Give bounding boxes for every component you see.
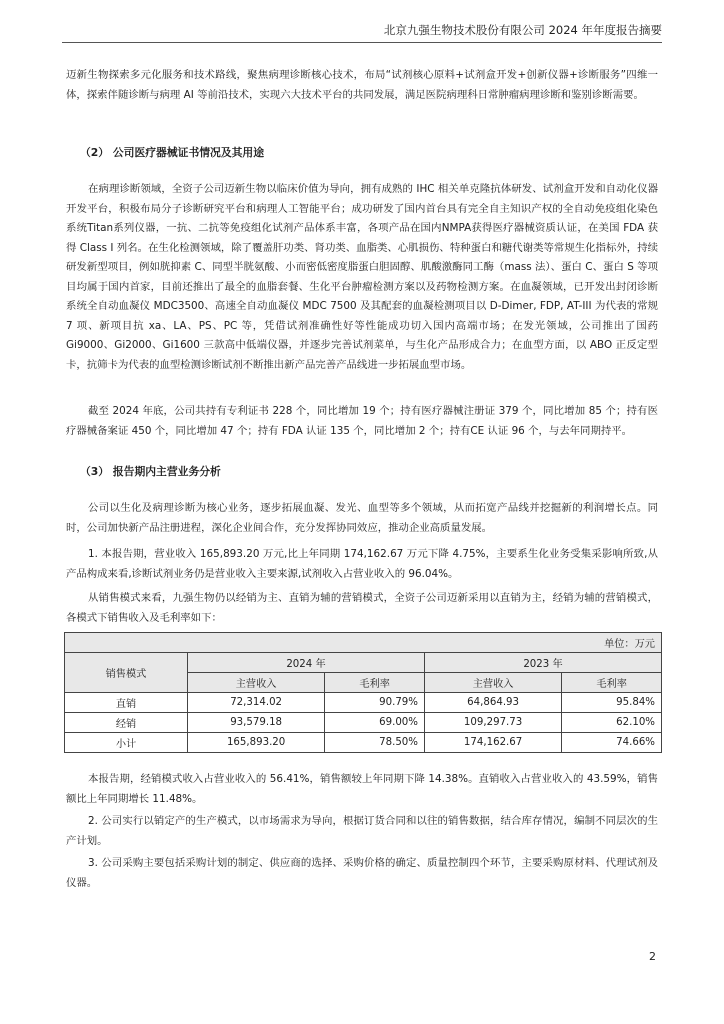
row-mode: 直销 [65, 693, 188, 713]
revenue-2023-header: 主营收入 [424, 673, 561, 693]
row-mode: 经销 [65, 713, 188, 733]
sales-mode-table [64, 632, 662, 753]
section-2-paragraph-2: 截至 2024 年底，公司共持有专利证书 228 个，同比增加 19 个；持有医疗器械注册证 379 个，同比增加 85 个；持有医疗器械备案证 450 个，同比增加 47 个；持有 FDA 认证 135 个，同比增加 2 个；持有CE 认证 96 个，与去年同期持平。 [66, 405, 658, 437]
year-2023-header: 2023 年 [424, 653, 661, 673]
year-2024-header: 2024 年 [188, 653, 425, 673]
table-row [65, 693, 662, 713]
after-table-paragraph-3: 3. 公司采购主要包括采购计划的制定、供应商的选择、采购价格的确定、质量控制四个环节，主要采购原材料、代理试剂及仪器。 [66, 857, 658, 889]
table-unit-row [65, 633, 662, 653]
table-row [65, 733, 662, 753]
section-3-paragraph-2: 1. 本报告期，营业收入 165,893.20 万元,比上年同期 174,162.67 万元下降 4.75%，主要系生化业务受集采影响所致,从产品构成来看,诊断试剂业务仍是营业收入主要来源,试剂收入占营业收入的 96.04%。 [66, 548, 658, 580]
row-revenue-2024: 93,579.18 [188, 713, 325, 733]
intro-paragraph: 迈新生物探索多元化服务和技术路线，聚焦病理诊断核心技术，布局“试剂核心原料+试剂盒开发+创新仪器+诊断服务”四维一体，探索伴随诊断与病理 AI 等前沿技术，实现六大技术平台的共同发展，满足医院病理科日常肿瘤病理诊断和鉴别诊断需要。 [66, 69, 658, 101]
row-revenue-2023: 64,864.93 [424, 693, 561, 713]
margin-2024-header: 毛利率 [325, 673, 425, 693]
row-revenue-2023: 109,297.73 [424, 713, 561, 733]
row-revenue-2024: 72,314.02 [188, 693, 325, 713]
sales-mode-header: 销售模式 [65, 653, 188, 693]
page-header: 北京九强生物技术股份有限公司 2024 年年度报告摘要 [62, 22, 662, 43]
section-3-paragraph-1: 公司以生化及病理诊断为核心业务，逐步拓展血凝、发光、血型等多个领域，从而拓宽产品线并挖掘新的利润增长点。同时，公司加快新产品注册进程，深化企业间合作，充分发挥协同效应，推动企业高质量发展。 [66, 502, 658, 534]
page-number: 2 [649, 950, 656, 963]
row-margin-2023: 62.10% [562, 713, 662, 733]
table-header-row [65, 653, 662, 673]
row-margin-2024: 78.50% [325, 733, 425, 753]
row-revenue-2024: 165,893.20 [188, 733, 325, 753]
row-mode: 小计 [65, 733, 188, 753]
row-margin-2024: 90.79% [325, 693, 425, 713]
row-margin-2023: 95.84% [562, 693, 662, 713]
section-3-heading: （3） 报告期内主营业务分析 [80, 465, 221, 478]
section-2-heading: （2） 公司医疗器械证书情况及其用途 [80, 146, 265, 159]
section-2-paragraph-1: 在病理诊断领域，全资子公司迈新生物以临床价值为导向，拥有成熟的 IHC 相关单克隆抗体研发、试剂盒开发和自动化仪器开发平台，积极布局分子诊断研究平台和病理人工智能平台；成功研发了国内首台具有完全自主知识产权的全自动免疫组化染色系统Titan系列仪器，一抗、二抗等免疫组化试剂产品体系丰富，各项产品在国内NMPA获得医疗器械资质认证，在美国 FDA 获得 Class I 列名。在生化检测领域，除了覆盖肝功类、肾功类、血脂类、心肌损伤、特种蛋白和糖代谢类等常规生化指标外，持续研发新型项目，例如胱抑素 C、同型半胱氨酸、小而密低密度脂蛋白胆固醇、肌酸激酶同工酶（mass 法）、蛋白 C、蛋白 S 等项目均属于国内首家，目前还推出了最全的血脂套餐、生化平台肿瘤检测方案以及药物检测方案。在血凝领域，已开发出封闭诊断系统全自动血凝仪 MDC3500、高速全自动血凝仪 MDC 7500 及其配套的血凝检测项目以 D-Dimer, FDP, AT-III 为代表的常规 7 项、新项目抗 xa、LA、PS、PC 等，凭借试剂准确性好等性能成功切入国内高端市场；在发光领域，公司推出了国药 Gi9000、Gi2000、Gi1600 三款高中低端仪器，并逐步完善试剂菜单，与生化产品形成合力；在血型方面，以 ABO 正反定型卡，抗筛卡为代表的血型检测诊断试剂不断推出新产品完善产品线进一步拓展血型市场。 [66, 183, 658, 371]
table-unit: 单位：万元 [65, 633, 662, 653]
after-table-paragraph-1: 本报告期，经销模式收入占营业收入的 56.41%，销售额较上年同期下降 14.38%。直销收入占营业收入的 43.59%，销售额比上年同期增长 11.48%。 [66, 773, 658, 805]
revenue-2024-header: 主营收入 [188, 673, 325, 693]
margin-2023-header: 毛利率 [562, 673, 662, 693]
row-margin-2024: 69.00% [325, 713, 425, 733]
row-margin-2023: 74.66% [562, 733, 662, 753]
after-table-paragraph-2: 2. 公司实行以销定产的生产模式，以市场需求为导向，根据订货合同和以往的销售数据，结合库存情况，编制不同层次的生产计划。 [66, 815, 658, 847]
row-revenue-2023: 174,162.67 [424, 733, 561, 753]
section-3-paragraph-3: 从销售模式来看，九强生物仍以经销为主、直销为辅的营销模式，全资子公司迈新采用以直销为主，经销为辅的营销模式，各模式下销售收入及毛利率如下： [66, 592, 658, 624]
table-row [65, 713, 662, 733]
